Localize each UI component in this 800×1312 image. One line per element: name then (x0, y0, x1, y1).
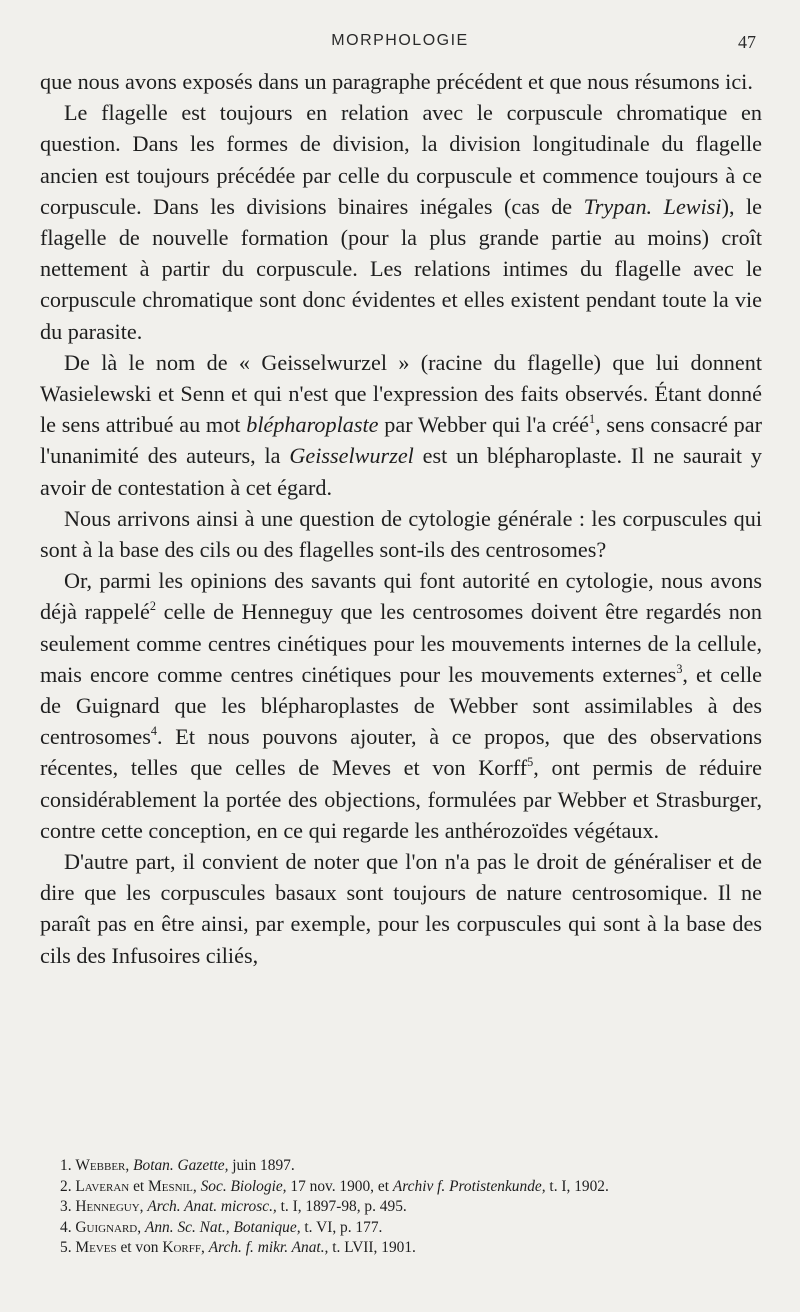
footnote-4: 4. Guignard, Ann. Sc. Nat., Botanique, t. VI, p. 177. (60, 1218, 383, 1236)
italic-term: Geisselwurzel (289, 443, 414, 469)
paragraph-4: Nous arrivons ainsi à une question de cytologie générale : les corpuscules qui sont à la base des cils ou des flagelles sont-ils des centrosomes? (40, 505, 762, 563)
running-head (40, 32, 760, 56)
footnote-ref-5[interactable]: 5 (527, 755, 534, 770)
paragraph-6: D'autre part, il convient de noter que l'on n'a pas le droit de généraliser et de dire que les corpuscules basaux sont toujours de nature centrosomique. Il ne paraît pas en être ainsi, par exemple, pour les corpuscules qui sont à la base des cils des Infusoires ciliés, (40, 849, 762, 968)
footnotes (40, 1156, 764, 1259)
footnote-ref-3[interactable]: 3 (676, 661, 683, 676)
footnote-5: 5. Meves et von Korff, Arch. f. mikr. Anat., t. LVII, 1901. (60, 1239, 416, 1256)
running-head-title: MORPHOLOGIE (331, 32, 469, 49)
footnote-1: 1. Webber, Botan. Gazette, juin 1897. (60, 1157, 295, 1174)
footnote-ref-2[interactable]: 2 (149, 599, 156, 614)
footnote-ref-1[interactable]: 1 (588, 412, 596, 427)
body-text (40, 66, 762, 971)
italic-term: blépharoplaste (246, 412, 379, 438)
footnote-3: 3. Henneguy, Arch. Anat. microsc., t. I, 1897-98, p. 495. (60, 1198, 407, 1215)
italic-taxon: Trypan. Lewisi (583, 193, 722, 219)
footnote-ref-4[interactable]: 4 (150, 724, 158, 739)
footnote-2: 2. Laveran et Mesnil, Soc. Biologie, 17 nov. 1900, et Archiv f. Protistenkunde, t. I, 1902. (60, 1177, 609, 1195)
page-number: 47 (738, 32, 756, 52)
paragraph-5: Or, parmi les opinions des savants qui font autorité en cytologie, nous avons déjà rappelé$^2$ celle de Henneguy que les centrosomes doivent être regardés non seulement comme centres cinétiques pour les mouvements internes de la cellule, mais encore comme centres cinétiques pour les mouvements externes$^3$, et celle de Guignard que les blépharoplastes de Webber sont assimilables à des centrosomes$^4$. Et nous pouvons ajouter, à ce propos, que des observations récentes, telles que celles de Meves et von Korff$^5$, ont permis de réduire considérablement la portée des objections, formulées par Webber et Strasburger, contre cette conception, en ce qui regarde les anthérozoïdes végétaux. (40, 568, 762, 843)
paragraph-1: que nous avons exposés dans un paragraphe précédent et que nous résumons ici. (40, 69, 753, 94)
paragraph-3: De là le nom de « Geisselwurzel » (racine du flagelle) que lui donnent Wasielewski et Senn et qui n'est que l'expression des faits observés. Étant donné le sens attribué au mot blépharoplaste par Webber qui l'a créé$^1$, sens consacré par l'unanimité des auteurs, la Geisselwurzel est un blépharoplaste. Il ne saurait y avoir de contestation à cet égard. (40, 349, 763, 500)
paragraph-2: Le flagelle est toujours en relation avec le corpuscule chromatique en question. Dans les formes de division, la division longitudinale du flagelle ancien est toujours précédée par celle du corpuscule et commence toujours à ce corpuscule. Dans les divisions binaires inégales (cas de Trypan. Lewisi), le flagelle de nouvelle formation (pour la plus grande partie au moins) croît nettement à partir du corpuscule. Les relations intimes du flagelle avec le corpuscule chromatique sont donc évidentes et elles existent pendant toute la vie du parasite. (40, 100, 763, 344)
